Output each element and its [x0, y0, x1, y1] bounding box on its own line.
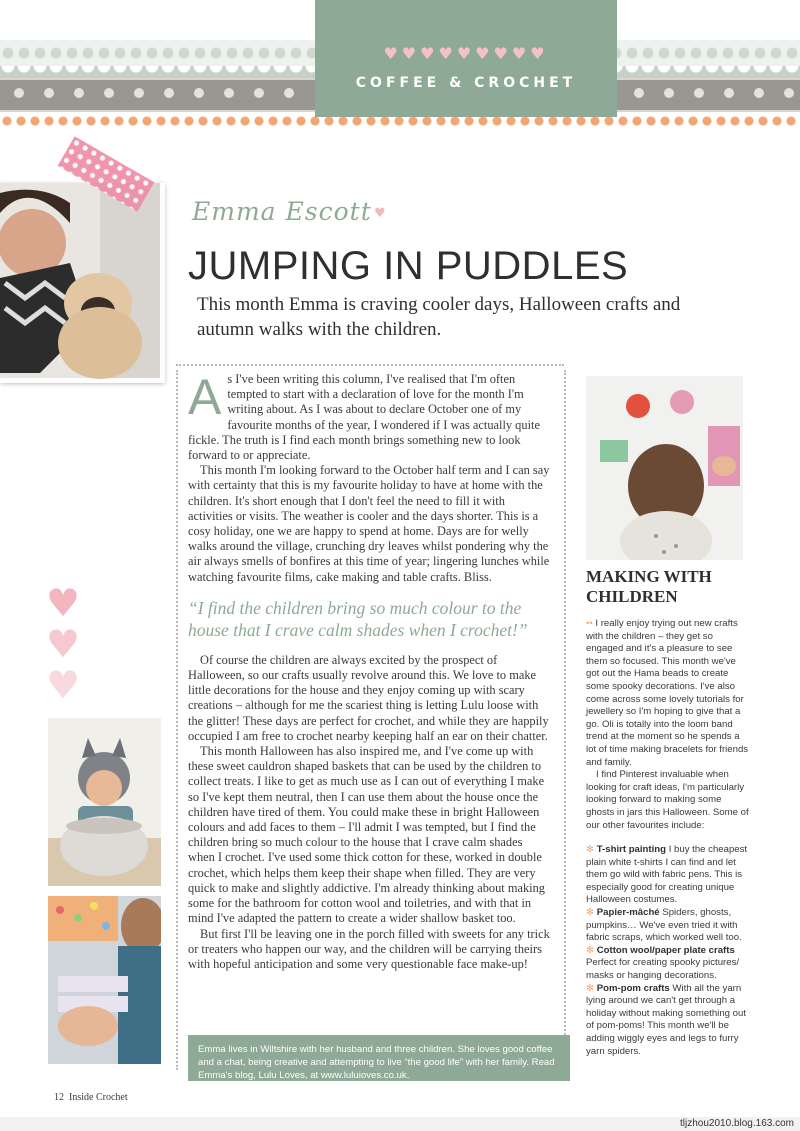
heart-icon: ♥: [374, 206, 386, 221]
paragraph: This month Halloween has also inspired me, and I've come up with these sweet cauldron shaped baskets that can be used by the children to collect treats. I like to get as much use as I can out of everything I make so I've kept them neutral, then I can use them about the house once the children have tired of them. You could make these in bright Halloween colours and add faces to them – I'll admit I was tempted, but I find the children bring so much colour to the house that I crave calm shades when I crochet. I've used some thick cotton for these, worked in double crochet, which helps them keep their shape when filled. They are very quick to make and slightly addictive. I'm already thinking about making some for the bathroom for cotton wool and toiletries, and with that in mind I've adapted the pattern to create a wider shallow basket too.: [188, 744, 546, 926]
column-divider: [564, 370, 566, 1070]
bullet-icon: ✻: [586, 907, 595, 919]
watermark: tljzhou2010.blog.163.com: [680, 1118, 794, 1129]
column-divider: [176, 370, 178, 1070]
pull-quote: “I find the children bring so much colour to the house that I crave calm shades when I crochet!”: [188, 597, 528, 640]
page-number: 12: [54, 1092, 64, 1103]
list-item: ✻ Cotton wool/paper plate crafts Perfect for creating spooky pictures/ masks or hanging decorations.: [586, 944, 740, 982]
author-bio: Emma lives in Wiltshire with her husband and three children. She loves good coffee and a chat, being creative and attempting to live “the good life” with her family. Read Emma's blog, Lulu Loves, at www.luluioves.co.uk.: [188, 1035, 570, 1081]
author-photo: [0, 183, 165, 383]
paragraph: But first I'll be leaving one in the porch filled with sweets for any trick or treaters who happen our way, and the children will be carrying theirs with hopeful anticipation and some very questionable face make-up!: [188, 926, 550, 971]
paragraph: I find Pinterest invaluable when looking for craft ideas, I'm particularly looking forward to making some ghosts in jars this Halloween. Some of our other favourites include:: [586, 769, 749, 831]
headline: JUMPING IN PUDDLES: [188, 244, 629, 288]
standfirst: This month Emma is craving cooler days, Halloween crafts and autumn walks with the children.: [197, 294, 681, 340]
list-item: ✻ Papier-mâché Spiders, ghosts, pumpkins… We've even tried it with fabric scraps, which worked well too.: [586, 907, 742, 944]
magazine-name: Inside Crochet: [69, 1092, 128, 1103]
bullet-icon: ••: [586, 618, 593, 629]
bullet-icon: ✻: [586, 844, 595, 856]
page-footer: [54, 1092, 128, 1103]
paragraph: •• I really enjoy trying out new crafts with the children – they get so engaged and it's a pleasure to see them so focused. This month we've got out the Hama beads to create some spooky decorations. I've also come across some lovely tutorials for jewellery so I'm hoping to give that a go. Oli is totally into the loom band trend at the moment so he spends a lot of time making bracelets for friends and family.: [586, 618, 749, 768]
sidebar-body: [586, 618, 750, 1058]
heart-icon: ♥: [46, 622, 81, 666]
paragraph: Of course the children are always excited by the prospect of Halloween, so our crafts usually revolve around this. We love to make little decorations for the house and they enjoy coming up with scary creations – although for me the scariest thing is letting Lulu loose with the glitter! These days are perfect for crochet, and while they are happily occupied I am free to crochet nearby keeping half an ear on their chatter.: [188, 652, 549, 743]
dropcap: A: [188, 369, 222, 425]
heart-icon: ♥: [46, 663, 81, 707]
section-header: [315, 0, 617, 117]
child-with-basket-photo: [48, 718, 161, 886]
hearts-row-icon: ♥♥♥♥♥♥♥♥♥: [383, 44, 549, 63]
bullet-icon: ✻: [586, 944, 595, 956]
paragraph: As I've been writing this column, I've realised that I'm often tempted to start with a declaration of love for the month I'm writing about. As I was about to declare October one of my favourite months of the year, I wondered if I was actually quite fickle. The truth is I find each month brings something new to look forward to or appreciate.: [188, 369, 540, 463]
heart-icon: ♥: [46, 581, 81, 625]
loom-bands-photo: [48, 896, 161, 1064]
sidebar-heading: MAKING WITH CHILDREN: [586, 567, 712, 606]
article-body: [188, 369, 552, 972]
bullet-icon: ✻: [586, 982, 595, 994]
divider: [176, 364, 564, 366]
hama-beads-photo: [586, 376, 743, 560]
section-title: COFFEE & CROCHET: [355, 75, 577, 91]
list-item: ✻ T-shirt painting I buy the cheapest plain white t-shirts I can find and let them go wild with fabric pens. This is especially good for creating unique Halloween costumes.: [586, 844, 748, 906]
paragraph: This month I'm looking forward to the October half term and I can say with certainty that this is my favourite holiday to have at home with the children. It's short enough that I don't feel the need to fill it with activities or visits. The weather is cooler and the days shorter. This is a cosy holiday, one we are happy to spend at home. Days are for welly walks around the village, crunching dry leaves whilst pondering why the air always smells of bonfires at this time of year; lingering lunches while watching favourite films, cake making and table crafts. Bliss.: [188, 463, 550, 584]
list-item: ✻ Pom-pom crafts With all the yarn lying around we can't get through a holiday without making something out of pom-poms! This month we'll be adding wiggly eyes and legs to furry yarn spiders.: [586, 982, 746, 1057]
author-name: Emma Escott: [192, 197, 372, 226]
